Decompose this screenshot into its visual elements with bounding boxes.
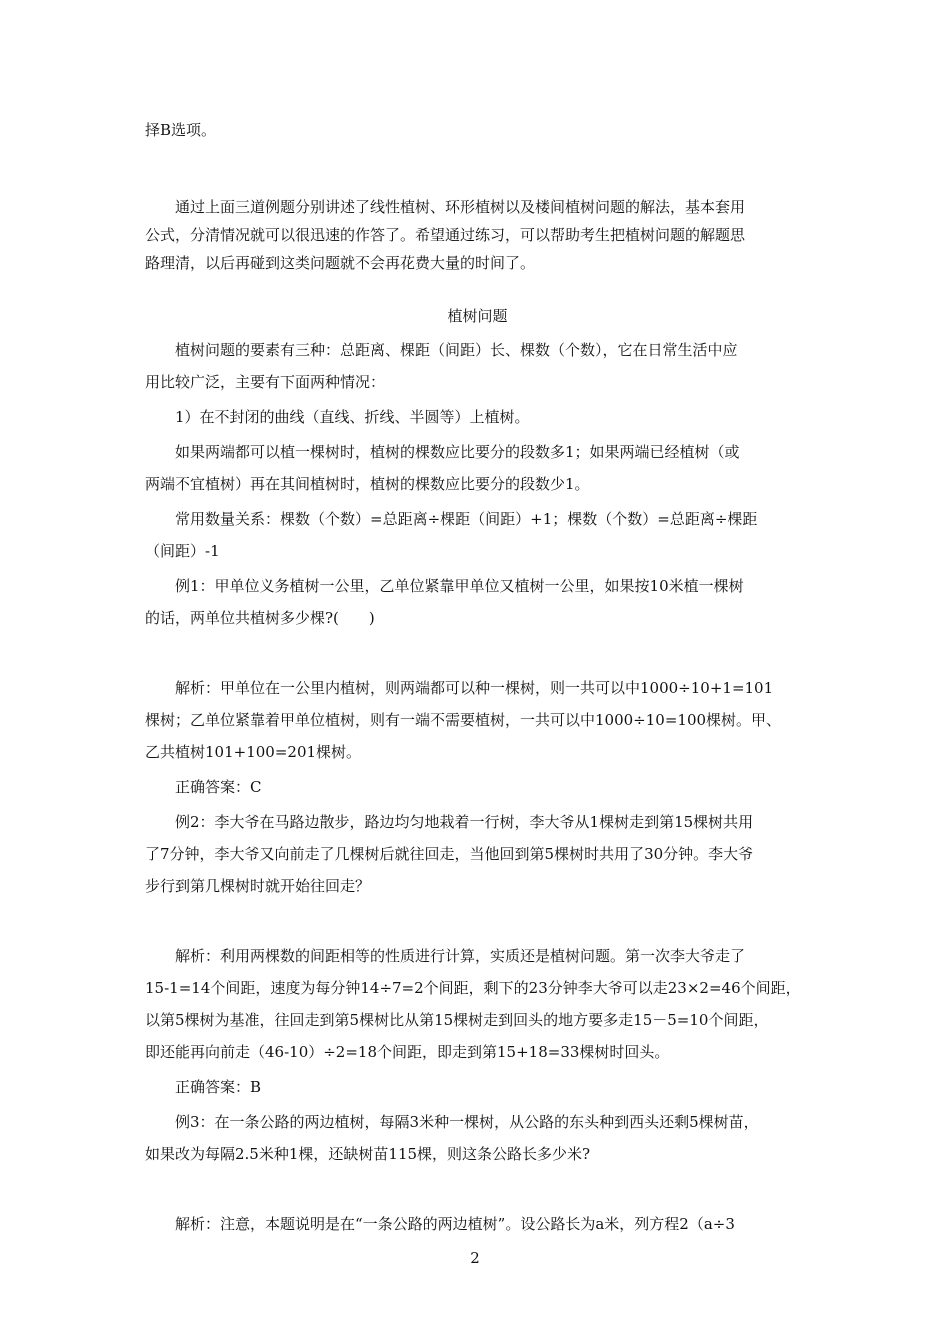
summary-line: 通过上面三道例题分别讲述了线性植树、环形植树以及楼间植树问题的解法，基本套用 [175, 198, 746, 216]
example-3-question: 例3：在一条公路的两边植树，每隔3米种一棵树，从公路的东头种到西头还剩5棵树苗， [175, 1113, 759, 1131]
page-number: 2 [470, 1249, 480, 1267]
intro-line: 植树问题的要素有三种：总距离、棵距（间距）长、棵数（个数），它在日常生活中应 [175, 341, 738, 359]
formula-line: 常用数量关系：棵数（个数）=总距离÷棵距（间距）+1；棵数（个数）=总距离÷棵距 [175, 510, 758, 528]
formula-line: （间距）-1 [145, 542, 220, 560]
example-2-analysis: 即还能再向前走（46-10）÷2=18个间距，即走到第15+18=33棵树时回头。 [145, 1043, 670, 1061]
rule-line: 两端不宜植树）再在其间植树时，植树的棵数应比要分的段数少1。 [145, 475, 590, 493]
example-1-question: 例1：甲单位义务植树一公里，乙单位紧靠甲单位又植树一公里，如果按10米植一棵树 [175, 577, 744, 595]
example-1-analysis: 乙共植树101+100=201棵树。 [145, 743, 362, 761]
paragraph-line: 择B选项。 [145, 121, 217, 139]
example-2-question: 了7分钟，李大爷又向前走了几棵树后就往回走，当他回到第5棵树时共用了30分钟。李大爷 [145, 845, 754, 863]
section-title: 植树问题 [447, 307, 508, 325]
summary-line: 路理清，以后再碰到这类问题就不会再花费大量的时间了。 [145, 254, 536, 272]
example-1-question: 的话，两单位共植树多少棵?( ) [145, 609, 375, 627]
example-1-analysis: 棵树；乙单位紧靠着甲单位植树，则有一端不需要植树，一共可以中1000÷10=100棵树。甲、 [145, 711, 782, 729]
example-1-answer: 正确答案：C [175, 778, 262, 796]
example-2-analysis: 以第5棵树为基准，往回走到第5棵树比从第15棵树走到回头的地方要多走15－5=10个间距， [145, 1011, 769, 1029]
example-2-analysis: 解析：利用两棵数的间距相等的性质进行计算，实质还是植树问题。第一次李大爷走了 [175, 947, 746, 965]
example-2-question: 步行到第几棵树时就开始往回走？ [145, 877, 371, 895]
example-2-question: 例2：李大爷在马路边散步，路边均匀地栽着一行树，李大爷从1棵树走到第15棵树共用 [175, 813, 754, 831]
example-2-analysis: 15-1=14个间距，速度为每分钟14÷7=2个间距，剩下的23分钟李大爷可以走23×2=46个间距， [145, 979, 801, 997]
intro-line: 用比较广泛，主要有下面两种情况： [145, 373, 386, 391]
example-3-question: 如果改为每隔2.5米种1棵，还缺树苗115棵，则这条公路长多少米? [145, 1145, 591, 1163]
summary-line: 公式，分清情况就可以很迅速的作答了。希望通过练习，可以帮助考生把植树问题的解题思 [145, 226, 746, 244]
example-1-analysis: 解析：甲单位在一公里内植树，则两端都可以种一棵树，则一共可以中1000÷10+1=101 [175, 679, 774, 697]
example-2-answer: 正确答案：B [175, 1078, 262, 1096]
case-heading: 1）在不封闭的曲线（直线、折线、半圆等）上植树。 [175, 408, 530, 426]
example-3-analysis: 解析：注意，本题说明是在“一条公路的两边植树”。设公路长为a米，列方程2（a÷3 [175, 1215, 735, 1233]
rule-line: 如果两端都可以植一棵树时，植树的棵数应比要分的段数多1；如果两端已经植树（或 [175, 443, 740, 461]
